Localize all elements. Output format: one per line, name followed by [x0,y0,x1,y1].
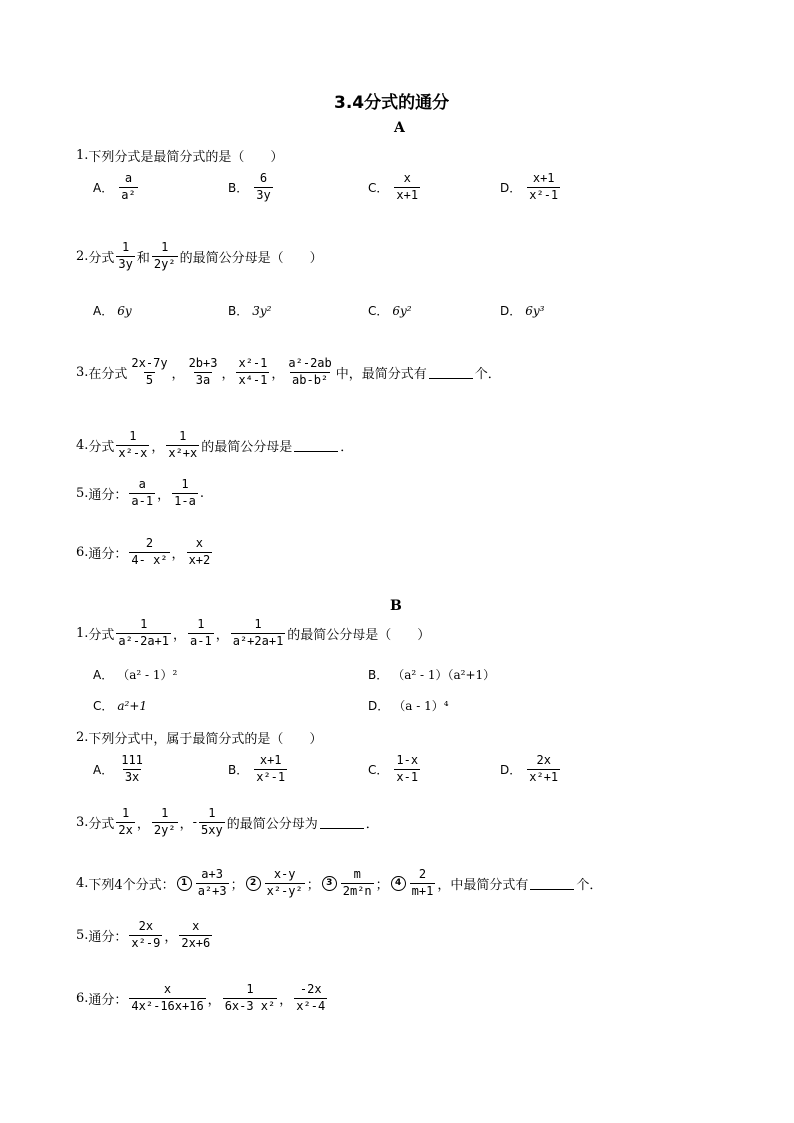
denominator: 3a [195,372,211,387]
b-question-4 [76,868,602,899]
numerator: x [192,919,200,933]
numerator: x [195,536,204,550]
separator: ， [171,546,185,562]
question-text: 中，最简分式有 [335,366,427,382]
numerator: 1 [122,806,130,820]
denominator: x²-y² [266,883,303,898]
separator: ， [437,877,451,893]
a-question-5 [76,478,204,509]
option-value: 6y² [392,303,412,318]
option-value: 3y² [252,303,272,318]
numerator: 2 [145,536,154,550]
question-number: 1. [76,148,89,163]
fraction [394,754,420,785]
separator: ， [207,992,221,1008]
separator: ， [215,627,229,643]
option-label: D． [368,699,390,713]
option-label: B． [368,668,389,682]
question-text: 下列分式是最简分式的是（ ） [88,150,284,165]
numerator: x [403,171,411,185]
fraction [152,241,178,272]
b-q2-option-d[interactable] [500,754,562,785]
option-label: C． [368,180,389,195]
denominator: 4- x² [131,552,168,567]
separator: ； [230,877,244,893]
a-q1-option-a[interactable] [93,172,140,203]
fraction [172,478,198,509]
question-number: 6. [76,544,89,560]
denominator: x²-4 [296,998,326,1013]
question-text: 通分： [88,487,128,503]
denominator: a-1 [131,493,154,508]
denominator: 2y² [153,256,176,271]
question-text: 通分： [88,992,128,1008]
question-text: 的最简公分母是（ ） [179,250,323,266]
fraction [294,983,327,1014]
b-question-6 [76,983,329,1014]
answer-blank[interactable] [429,366,473,379]
fraction [236,357,269,388]
b-question-3 [76,807,379,838]
circled-number: 3 [322,876,337,891]
question-number: 2. [76,730,89,745]
numerator: m [353,867,361,881]
a-q1-option-b[interactable] [228,172,275,203]
denominator: 4x²-16x+16 [131,998,204,1013]
separator: ； [306,877,320,893]
b-question-2 [76,728,322,747]
denominator: 2y² [153,822,176,837]
a-q2-option-d[interactable] [500,302,544,319]
answer-blank[interactable] [294,439,338,452]
numerator: x²-1 [238,356,268,370]
numerator: 2x [138,919,154,933]
a-q2-option-c[interactable] [368,302,412,319]
numerator: 1 [179,429,187,443]
numerator: x-y [273,867,296,881]
denominator: 5xy [201,822,223,837]
answer-blank[interactable] [320,816,364,829]
denominator: 6x-3 x² [224,998,276,1013]
denominator: 3y [118,256,133,271]
a-q1-option-d[interactable] [500,172,562,203]
question-text: 通分： [88,546,128,562]
separator: ； [375,877,389,893]
denominator: x²-9 [131,935,161,950]
denominator: x²+1 [529,769,559,784]
fraction [196,868,229,899]
denominator: 3y [256,187,271,202]
fraction [527,172,560,203]
denominator: a-1 [190,633,212,648]
denominator: 2x [118,822,133,837]
question-number: 3. [76,364,89,380]
numerator: 1 [181,477,189,491]
question-text: . [199,485,204,501]
question-number: 5. [76,927,89,943]
fraction [166,430,199,461]
fraction [119,754,145,785]
question-text: 分式 [88,627,115,643]
option-value: 6y [117,303,132,318]
option-value: （a² - 1）² [117,668,178,682]
fraction [527,754,560,785]
numerator: 6 [259,171,268,185]
a-q2-option-a[interactable] [93,302,132,319]
fraction [394,172,420,203]
denominator: x²+x [168,445,198,460]
fraction [129,983,205,1014]
option-value: a²+1 [117,698,148,713]
option-label: A． [93,180,114,195]
section-b-label: B [390,598,402,614]
numerator: x+1 [532,171,555,185]
denominator: x+2 [188,552,211,567]
option-label: D． [500,304,522,318]
option-label: B． [228,762,249,777]
denominator: a²-2a+1 [118,633,169,648]
b-q2-option-c[interactable] [368,754,422,785]
question-text: 分式 [88,816,115,832]
question-number: 4. [76,437,89,453]
question-number: 4. [76,875,89,891]
numerator: 2x [536,753,551,767]
option-label: C． [368,762,389,777]
question-text: 分式 [88,439,115,455]
option-label: A． [93,668,114,682]
numerator: 1 [254,617,262,631]
fraction [410,868,436,899]
question-text: 的最简公分母是（ ） [287,627,431,643]
option-value: （a² - 1）（a²+1） [392,668,496,682]
denominator: a² [121,187,136,202]
numerator: 2 [418,867,427,881]
separator: ， [179,816,193,832]
denominator: 1-a [174,493,196,508]
numerator: 111 [121,753,143,767]
question-text: 的最简公分母是 [201,439,293,455]
question-text: 下列4个分式： [88,877,175,893]
a-q1-option-c[interactable] [368,172,422,203]
option-label: C． [368,304,389,318]
separator: ， [157,487,171,503]
fraction [116,241,134,272]
numerator: x [163,982,172,996]
page-title: 3.4分式的通分 [334,93,450,113]
question-text: 个． [576,877,603,893]
numerator: 1 [161,806,169,820]
section-a-label: A [394,120,405,136]
numerator: a [138,477,146,491]
question-text: ． [340,439,354,455]
fraction [265,868,305,899]
question-text: 中最简分式有 [450,877,529,893]
denominator: x⁴-1 [238,372,268,387]
option-value: （a - 1）⁴ [393,699,449,713]
fraction [231,618,286,649]
denominator: x+1 [396,187,419,202]
question-text: 下列分式中，属于最简分式的是（ ） [88,732,323,747]
fraction [116,807,134,838]
separator: ， [279,992,293,1008]
question-text: 在分式 [88,366,128,382]
a-question-1 [76,146,283,165]
b-q1-option-b[interactable] [368,666,495,683]
numerator: 1 [129,429,137,443]
question-text: 通分： [88,929,128,945]
answer-blank[interactable] [530,877,574,890]
option-label: B． [228,180,249,195]
fraction [223,983,278,1014]
minus-sign: - [192,814,197,830]
question-number: 6. [76,990,89,1006]
question-number: 3. [76,814,89,830]
fraction [254,754,287,785]
denominator: 5 [145,372,154,387]
fraction [341,868,374,899]
separator: ， [136,816,150,832]
question-text: 和 [136,250,150,266]
denominator: x-1 [396,769,419,784]
a-q2-option-b[interactable] [228,302,271,319]
fraction [254,172,272,203]
question-text: ． [365,816,379,832]
option-label: C． [93,699,114,713]
question-number: 2. [76,248,89,264]
option-label: A． [93,762,114,777]
fraction [129,357,169,388]
b-q2-option-b[interactable] [228,754,289,785]
denominator: m+1 [411,883,434,898]
denominator: a²+2a+1 [232,633,284,648]
numerator: a²-2ab [288,356,332,370]
a-question-2 [76,241,323,272]
fraction [116,618,171,649]
separator: ， [164,929,178,945]
option-value: 6y³ [525,303,545,318]
numerator: x+1 [259,753,282,767]
option-label: A． [93,304,114,318]
b-q1-option-c[interactable] [93,697,147,714]
a-question-3: 3. 在分式 $\frac{2x-7y}{5}$ ， $\frac{2b+3}{3a}$ ， $\frac{\text{x²-1}}{\text{x⁴-1}}$ ， $\frac{\text{a²-2ab}}{\text{ab-b²}}$ 中，最简分式有 个． [76,356,501,387]
b-question-1 [76,618,430,649]
denominator: ab-b² [292,372,329,387]
circled-number: 2 [246,876,261,891]
numerator: 1 [161,240,169,254]
fraction [187,537,213,568]
question-text: 分式 [88,250,115,266]
fraction [152,807,178,838]
b-q1-option-a[interactable] [93,666,177,683]
numerator: 2b+3 [188,356,218,370]
question-text: 个． [474,366,501,382]
question-text: 的最简公分母为 [226,816,318,832]
denominator: x²-x [118,445,148,460]
option-label: D． [500,762,522,777]
option-label: D． [500,180,522,195]
fraction [129,537,169,568]
separator: ， [151,439,165,455]
denominator: 3x [124,769,140,784]
circled-number: 4 [391,876,406,891]
fraction [129,478,155,509]
denominator: x²-1 [256,769,286,784]
fraction [116,430,149,461]
b-question-5 [76,920,214,951]
numerator: 1 [122,240,130,254]
separator: ， [173,627,187,643]
numerator: a+3 [201,867,223,881]
numerator: 1-x [396,753,419,767]
denominator: 2x+6 [181,935,211,950]
denominator: x²-1 [529,187,559,202]
question-number: 1. [76,625,89,641]
fraction [119,172,137,203]
fraction [179,920,212,951]
fraction [187,357,220,388]
denominator: a²+3 [197,883,227,898]
question-number: 5. [76,485,89,501]
numerator: 1 [197,617,205,631]
b-q2-option-a[interactable] [93,754,147,785]
numerator: 2x-7y [131,356,168,370]
numerator: 1 [208,806,216,820]
numerator: 1 [140,617,148,631]
numerator: -2x [299,982,322,996]
denominator: 2m²n [342,883,372,898]
fraction [199,807,225,838]
b-q1-option-d[interactable] [368,697,449,714]
numerator: 1 [246,982,254,996]
fraction [286,357,333,388]
a-question-4 [76,430,353,461]
a-question-6 [76,537,214,568]
option-label: B． [228,304,249,318]
numerator: a [124,171,133,185]
fraction [129,920,162,951]
circled-number: 1 [177,876,192,891]
fraction [188,618,214,649]
